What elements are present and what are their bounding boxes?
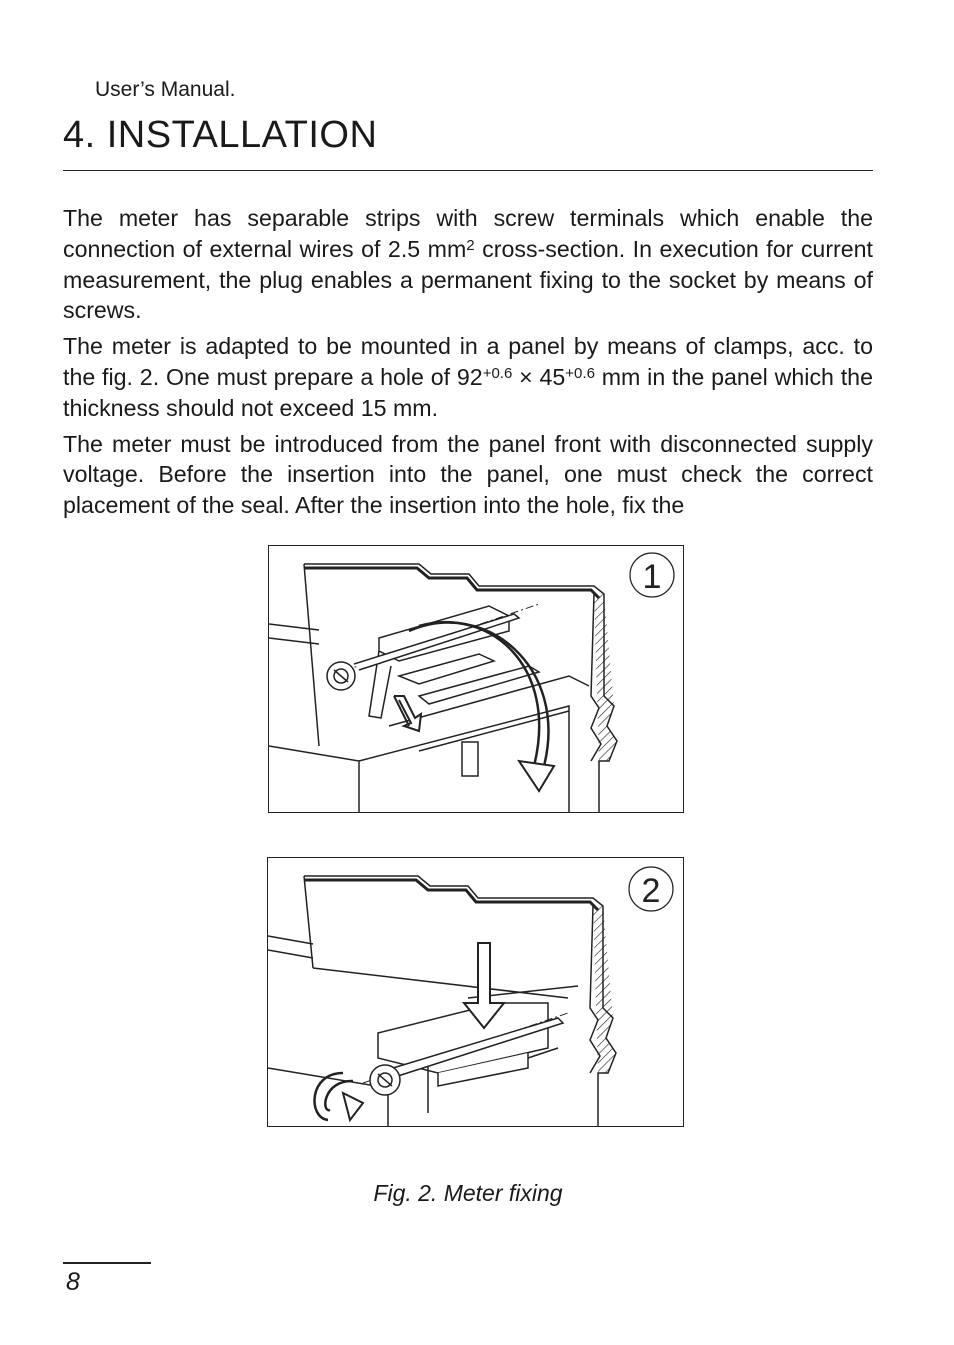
paragraph-2-part-b: × 45 [512,363,566,390]
body-text [63,203,873,526]
page-number: 8 [66,1268,80,1296]
superscript-squared: 2 [466,236,475,254]
section-title: 4. INSTALLATION [63,114,378,156]
paragraph-1-part-b: cross-section. In execution for current measurement, the plug enables a permanent fixing to the socket by means of screws. [63,235,873,324]
footer-rule [63,1262,151,1264]
figure-caption: Fig. 2. Meter fixing [373,1180,563,1206]
paragraph-1 [63,203,873,326]
figure-step-2 [267,857,684,1127]
paragraph-2 [63,331,873,423]
paragraph-2-part-a: The meter is adapted to be mounted in a panel by means of clamps, acc. to the fig. 2. One must prepare a hole of 92 [63,333,873,390]
paragraph-1-part-a: The meter has separable strips with screw terminals which enable the connection of external wires of 2.5 mm [63,205,873,262]
tolerance-superscript-2: +0.6 [565,364,595,382]
paragraph-2-part-c: mm in the panel which the thickness should not exceed 15 mm. [63,363,873,421]
figure-step-1 [268,545,684,813]
paragraph-3: The meter must be introduced from the panel front with disconnected supply voltage. Before the insertion into the panel, one must check the correct placement of the seal. After the insertion into the hole, fix the [63,430,873,519]
step-number-1: 1 [642,558,662,596]
title-rule [63,170,873,171]
step-number-2: 2 [641,872,661,910]
tolerance-superscript-1: +0.6 [482,364,513,382]
clamp-rotate-illustration [269,546,683,812]
clamp-tighten-illustration [268,858,683,1126]
running-header: User’s Manual. [95,78,236,101]
